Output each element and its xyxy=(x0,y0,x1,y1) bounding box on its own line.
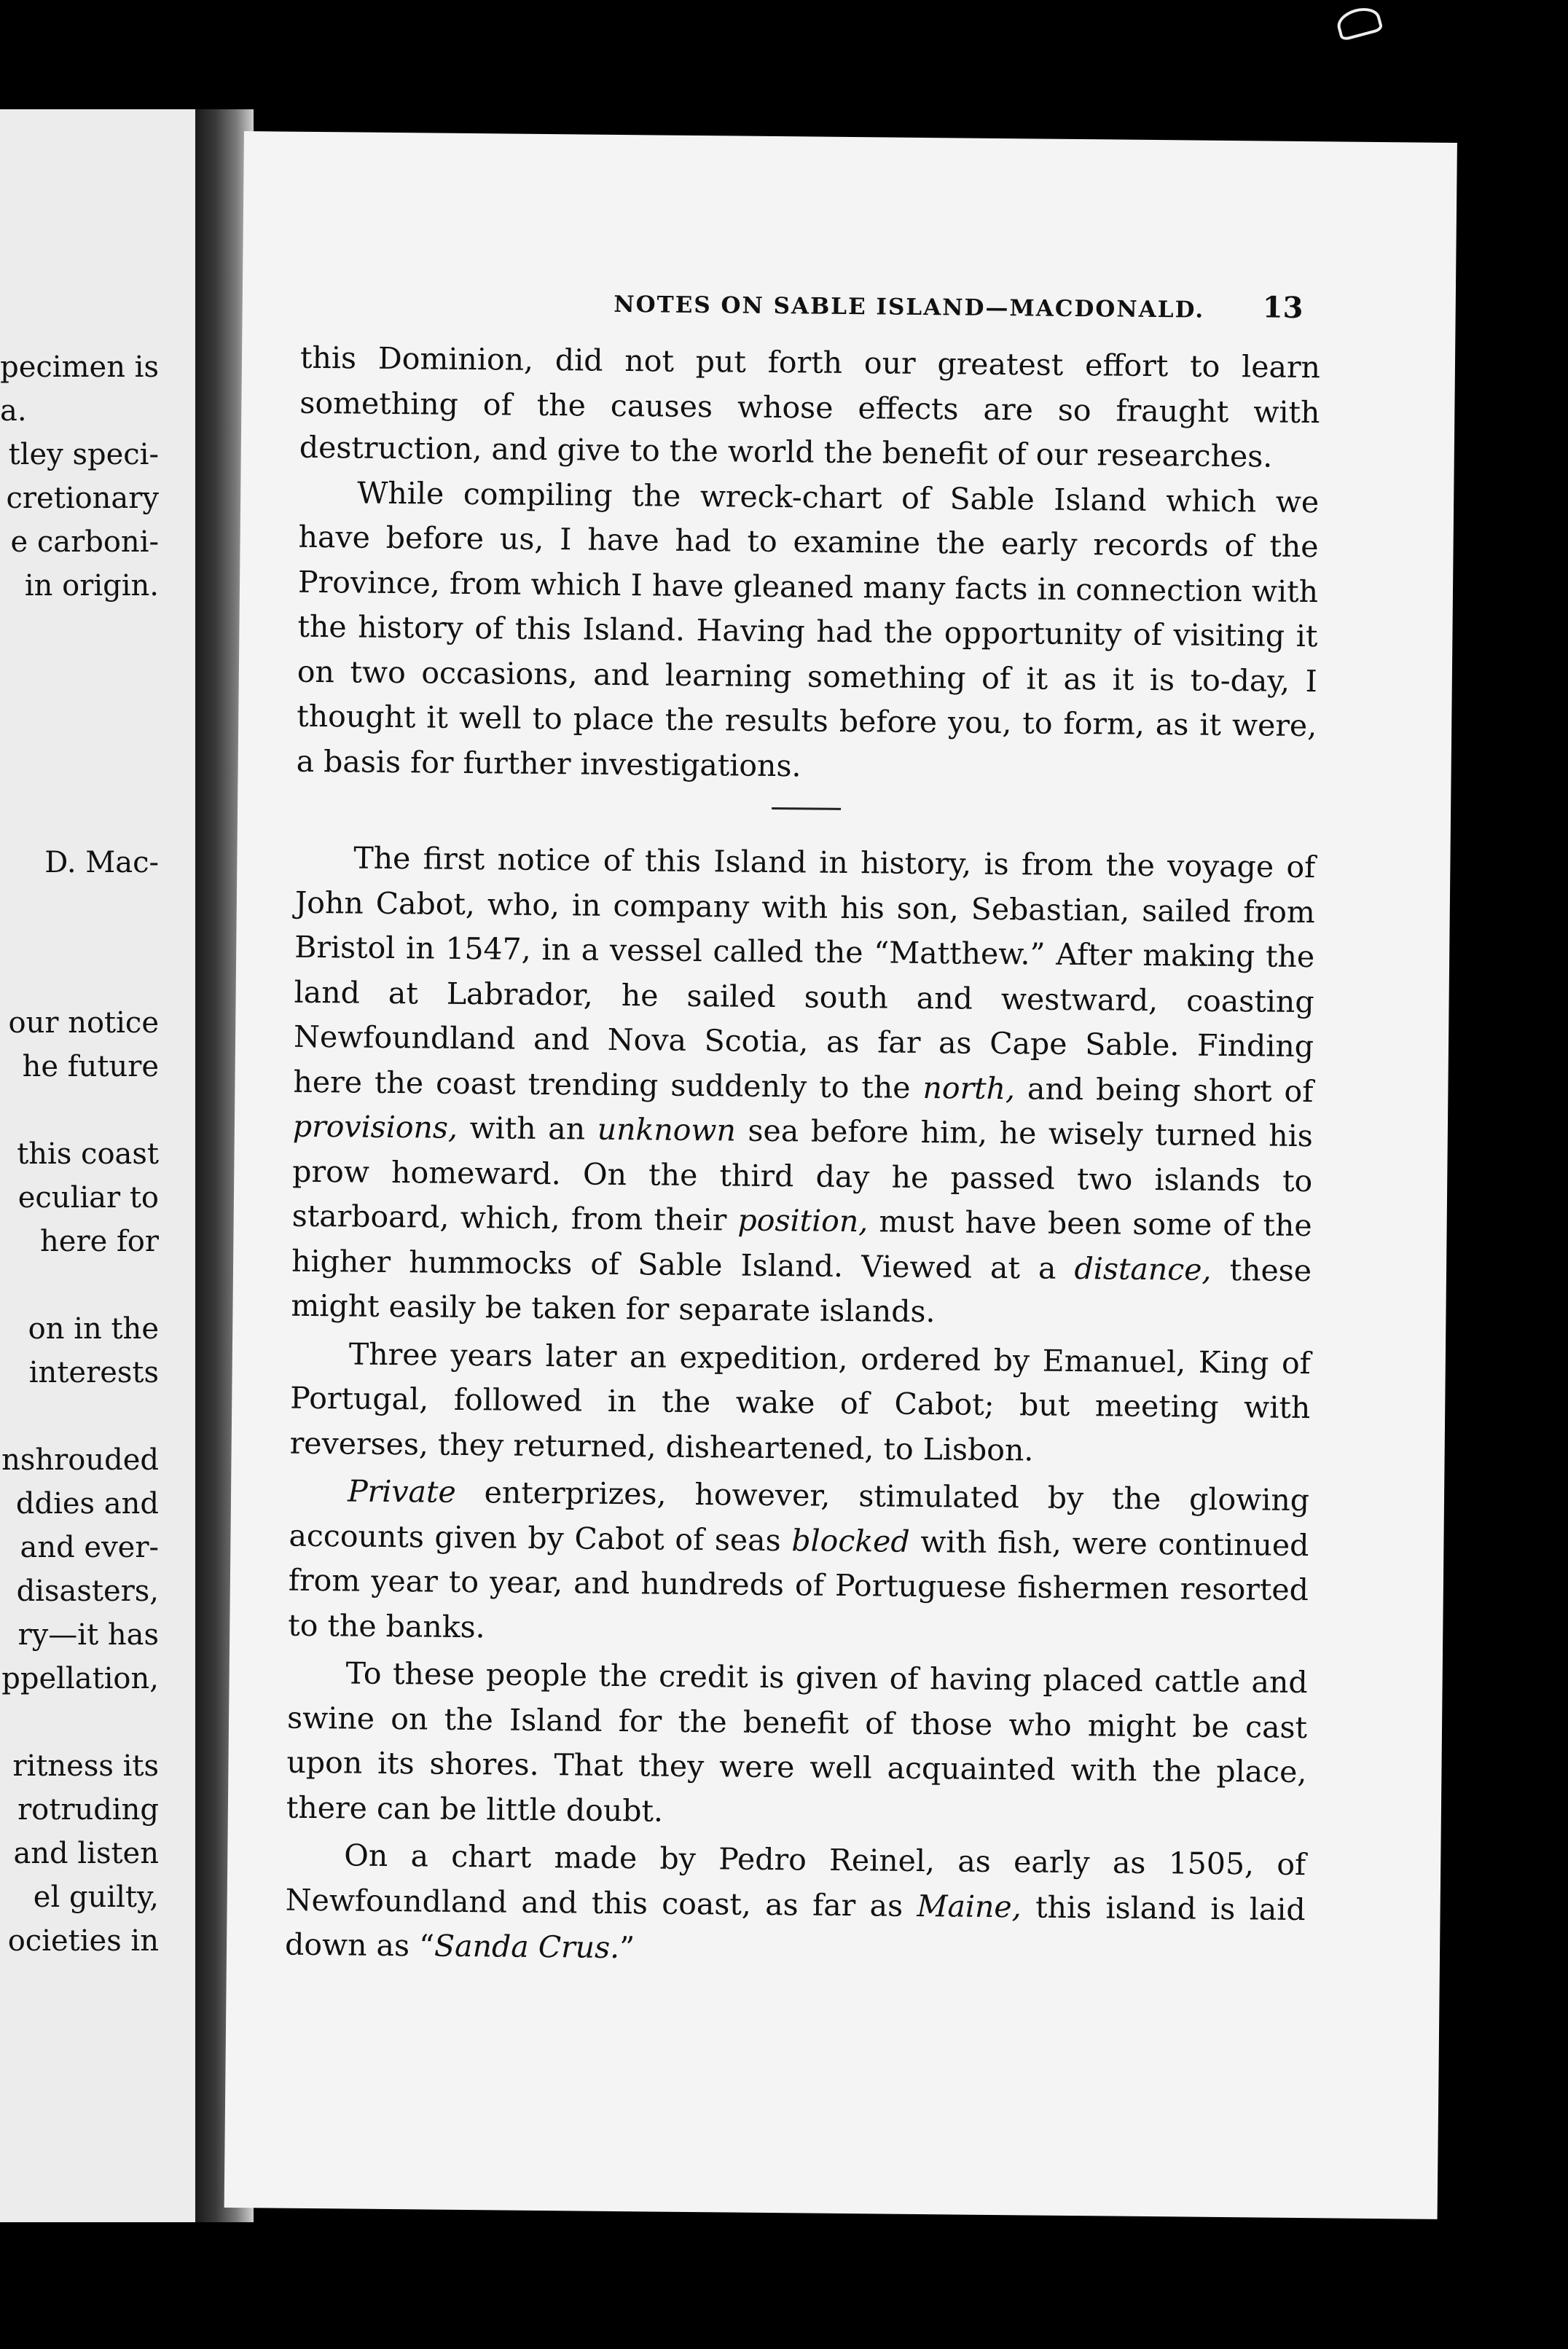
italic-run: Sanda Crus. xyxy=(434,1928,620,1966)
left-page-line: ocieties in xyxy=(7,1924,159,1958)
left-page-line: ritness its xyxy=(12,1749,159,1783)
left-page-line: e carboni- xyxy=(10,525,159,559)
text-run: with fish, were continued from year to year, and hundreds of Portuguese fishermen resorted to the banks. xyxy=(288,1523,1309,1644)
text-run: these might easily be taken for separate islands. xyxy=(291,1252,1312,1330)
text-run: must have been some of the higher hummocks of Sable Island. Viewed at a xyxy=(291,1204,1312,1286)
left-page-line: here for xyxy=(40,1225,159,1258)
body-text xyxy=(285,336,1320,1977)
page-number: 13 xyxy=(1262,290,1304,325)
text-run: and being short of xyxy=(1014,1070,1314,1109)
left-page-line: tley speci- xyxy=(8,438,159,471)
left-page-line: disasters, xyxy=(16,1575,159,1608)
left-page-line: this coast xyxy=(17,1137,159,1171)
left-page-line: cretionary xyxy=(6,482,159,515)
left-page-line: el guilty, xyxy=(33,1881,159,1914)
italic-run: Maine, xyxy=(917,1888,1022,1924)
left-page-line: ppellation, xyxy=(1,1662,159,1695)
italic-run: position, xyxy=(737,1202,869,1239)
left-page-line: interests xyxy=(28,1356,159,1389)
paragraph-continuation: this Dominion, did not put forth our greatest effort to learn something of the causes whose effects are so fraught with destruction, and give to the world the benefit of our researches. xyxy=(299,340,1321,474)
italic-run: unknown xyxy=(597,1111,737,1148)
left-page-line: nshrouded xyxy=(1,1443,159,1477)
italic-run: distance, xyxy=(1074,1250,1212,1287)
running-header: NOTES ON SABLE ISLAND—MACDONALD. xyxy=(614,291,1205,323)
paragraph-cabot-voyage xyxy=(291,836,1315,1338)
left-page-line: on in the xyxy=(28,1312,159,1346)
text-run: this island is laid down as “ xyxy=(284,1889,1306,1964)
italic-run: north, xyxy=(922,1070,1016,1106)
scan-artifact-mark xyxy=(1334,4,1384,42)
italic-run: Private xyxy=(347,1473,456,1510)
italic-run: provisions, xyxy=(292,1108,458,1145)
left-page-line: he future xyxy=(22,1050,159,1083)
left-page-line: ry—it has xyxy=(17,1618,159,1652)
text-run: The first notice of this Island in history, is from the voyage of John Cabot, who, in company with his son, Sebastian, sailed from Bristol in 1547, in a vessel called the “Matthew.” After making the land at Labrador, he sailed south and westward, coasting Newfoundland and Nova Scotia, as far as Cape Sable. Finding here the coast trending suddenly to the xyxy=(293,840,1316,1105)
paragraph-private-enterprizes xyxy=(288,1469,1309,1658)
italic-run: blocked xyxy=(791,1522,910,1559)
paragraph-cattle-and-swine: To these people the credit is given of having placed cattle and swine on the Island for the benefit of those who might be cast upon its shores. That they were well acquainted with the place, there can be little doubt. xyxy=(286,1655,1308,1829)
paragraph-portugal-expedition: Three years later an expedition, ordered by Emanuel, King of Portugal, followed in the wake of Cabot; but meeting with reverses, they returned, disheartened, to Lisbon. xyxy=(289,1336,1312,1467)
left-page-line: our notice xyxy=(8,1006,159,1040)
left-page-line: D. Mac- xyxy=(44,846,159,879)
left-page-line: and ever- xyxy=(20,1531,159,1564)
left-page-line: a. xyxy=(0,394,27,428)
text-run: enterprizes, however, stimulated by the glowing accounts given by Cabot of seas xyxy=(289,1474,1310,1558)
left-facing-page xyxy=(0,109,195,2222)
left-page-line: in origin. xyxy=(24,569,159,603)
text-run: ” xyxy=(619,1930,635,1966)
left-page-line: pecimen is xyxy=(0,350,159,384)
paragraph-reinel-chart xyxy=(285,1833,1306,1977)
left-page-line: and listen xyxy=(13,1837,159,1870)
left-page-line: rotruding xyxy=(17,1793,159,1827)
text-run: On a chart made by Pedro Reinel, as early as 1505, of Newfoundland and this coast, as far as xyxy=(285,1838,1306,1923)
main-page xyxy=(224,131,1457,2219)
text-run: with an xyxy=(457,1110,597,1147)
left-page-line: ddies and xyxy=(15,1487,159,1521)
text-run: sea before him, he wisely turned his prow homeward. On the third day he passed two islands to starboard, which, from their xyxy=(291,1113,1314,1238)
left-page-line: eculiar to xyxy=(17,1181,159,1215)
paragraph-wreck-chart: While compiling the wreck-chart of Sable Island which we have before us, I have had to examine the early records of the Province, from which I have gleaned many facts in connection with the history of this Island. Having had the opportunity of visiting it on two occasions, and learning something of it as it is to-day, I thought it well to place the results before you, to form, as it were, a basis for further investigations. xyxy=(296,475,1320,783)
section-divider xyxy=(772,807,841,810)
